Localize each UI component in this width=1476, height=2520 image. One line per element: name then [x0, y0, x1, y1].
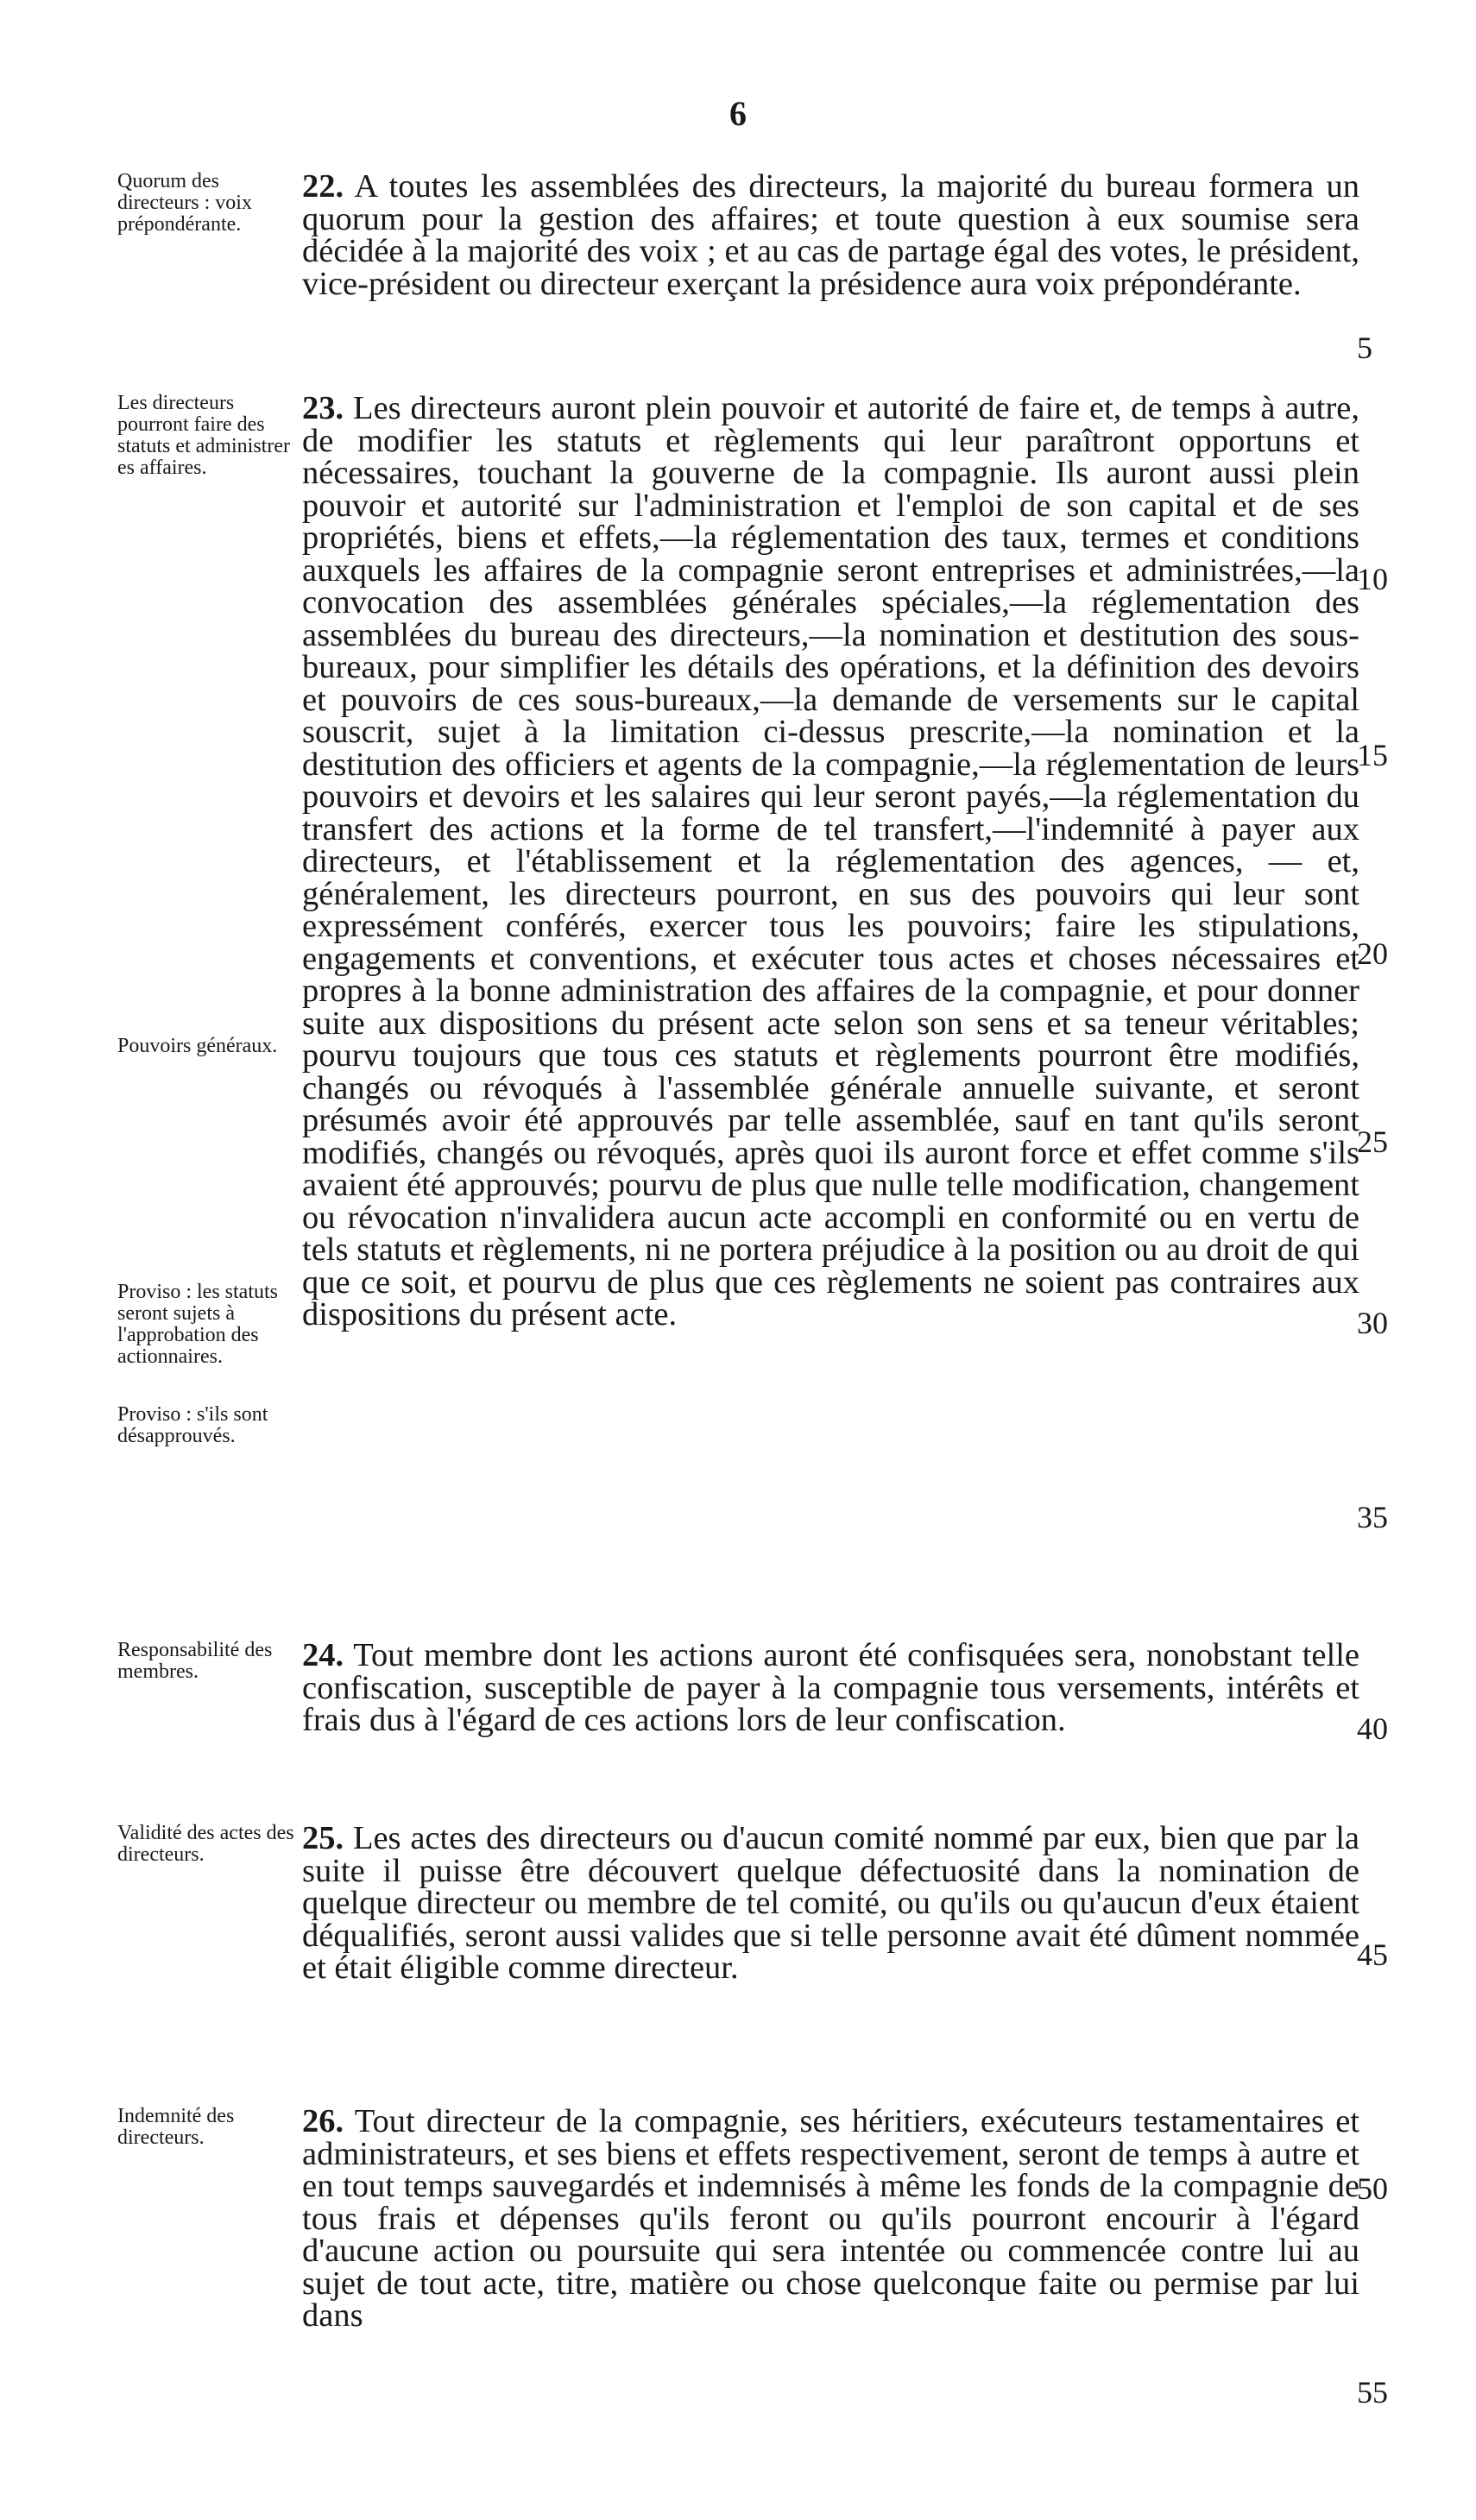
line-number: 45	[1357, 1937, 1388, 1972]
margin-note-text: Responsabilité des membres.	[117, 1639, 273, 1683]
margin-note	[117, 171, 299, 236]
line-number: 30	[1357, 1306, 1388, 1340]
margin-note	[117, 2106, 299, 2149]
margin-note-text: Quorum des directeurs : voix prépondérante.	[117, 170, 252, 236]
section-body: A toutes les assemblées des directeurs, la majorité du bureau formera un quorum pour la gestion des affaires; et toute question à eux soumise sera décidée à la majorité des voix ; et au cas de partage égal des votes, le président, vice-président ou directeur exerçant la présidence aura voix prépondérante.	[302, 168, 1359, 302]
page-number: 6	[729, 94, 747, 133]
margin-note-text: Les directeurs pourront faire des statuts et administrer es affaires.	[117, 392, 290, 479]
margin-note	[117, 1404, 299, 1447]
margin-note-text: Indemnité des directeurs.	[117, 2105, 235, 2149]
section-number: 23.	[302, 390, 344, 426]
line-number: 40	[1357, 1711, 1388, 1746]
margin-note-text: Proviso : s'ils sont désapprouvés.	[117, 1403, 268, 1447]
line-number: 5	[1357, 331, 1372, 365]
margin-note-text: Proviso : les statuts seront sujets à l'approbation des actionnaires.	[117, 1281, 279, 1368]
line-number: 50	[1357, 2171, 1388, 2206]
section-text	[302, 168, 1359, 302]
margin-note-text: Pouvoirs généraux.	[117, 1035, 278, 1057]
section-number: 22.	[302, 168, 344, 205]
section-text	[302, 2103, 1359, 2334]
section-text	[302, 1820, 1360, 1986]
section-body: Tout membre dont les actions auront été confisquées sera, nonobstant telle confiscation, susceptible de payer à la compagnie tous versements, intérêts et frais dus à l'égard de ces actions lors de leur confiscation.	[302, 1637, 1359, 1738]
section-text	[302, 1637, 1359, 1738]
line-number: 20	[1357, 936, 1388, 971]
section-body: Tout directeur de la compagnie, ses héritiers, exécuteurs testamentaires et administrateurs, et ses biens et effets respectivement, seront de temps à autre et en tout temps sauvegardés et indemnisés à même les fonds de la compagnie de tous frais et dépenses qu'ils feront ou qu'ils pourront encourir à l'égard d'aucune action ou poursuite qui sera intentée ou commencée contre lui au sujet de tout acte, titre, matière ou chose quelconque faite ou permise par lui dans	[302, 2103, 1359, 2334]
line-number: 25	[1357, 1125, 1388, 1159]
margin-note	[117, 1640, 299, 1683]
section-number: 25.	[302, 1820, 344, 1856]
line-number: 15	[1357, 738, 1388, 772]
margin-note	[117, 393, 299, 479]
line-number: 55	[1357, 2375, 1388, 2410]
margin-note	[117, 1823, 299, 1866]
margin-note	[117, 1036, 299, 1057]
margin-note	[117, 1282, 299, 1368]
section-text	[302, 390, 1359, 1332]
section-body: Les actes des directeurs ou d'aucun comité nommé par eux, bien que par la suite il puisse être découvert quelque défectuosité dans la nomination de quelque directeur ou membre de tel comité, ou qu'ils ou qu'aucun d'eux étaient déqualifiés, seront aussi valides que si telle personne avait été dûment nommée et était éligible comme directeur.	[302, 1820, 1360, 1986]
line-number: 10	[1357, 562, 1388, 596]
section-number: 26.	[302, 2103, 344, 2139]
section-body: Les directeurs auront plein pouvoir et autorité de faire et, de temps à autre, de modifier les statuts et règlements qui leur paraîtront opportuns et nécessaires, touchant la gouverne de la compagnie. Ils auront aussi plein pouvoir et autorité sur l'administration et l'emploi de son capital et de ses propriétés, biens et effets,—la réglementation des taux, termes et conditions auxquels les affaires de la compagnie seront entreprises et administrées,—la convocation des assemblées générales spéciales,—la réglementation des assemblées du bureau des directeurs,—la nomination et destitution des sous-bureaux, pour simplifier les détails des opérations, et la définition des devoirs et pouvoirs de ces sous-bureaux,—la demande de versements sur le capital souscrit, sujet à la limitation ci-dessus prescrite,—la nomination et la destitution des officiers et agents de la compagnie,—la réglementation de leurs pouvoirs et devoirs et les salaires qui leur seront payés,—la réglementation du transfert des actions et la forme de tel transfert,—l'indemnité à payer aux directeurs, et l'établissement et la réglementation des agences, — et, généralement, les directeurs pourront, en sus des pouvoirs qui leur sont expressément conférés, exercer tous les pouvoirs; faire les stipulations, engagements et conventions, et exécuter tous actes et choses nécessaires et propres à la bonne administration des affaires de la compagnie, et pour donner suite aux dispositions du présent acte selon son sens et sa teneur véritables; pourvu toujours que tous ces statuts et règlements pourront être modifiés, changés ou révoqués à l'assemblée générale annuelle suivante, et seront présumés avoir été approuvés par telle assemblée, sauf en tant qu'ils seront modifiés, changés ou révoqués, après quoi ils auront force et effet comme s'ils avaient été approuvés; pourvu de plus que nulle telle modification, changement ou révocation n'invalidera aucun acte accompli en conformité ou en vertu de tels statuts et règlements, ni ne portera préjudice à la position ou au droit de qui que ce soit, et pourvu de plus que ces règlements ne soient pas contraires aux dispositions du présent acte.	[302, 390, 1359, 1332]
section-number: 24.	[302, 1637, 344, 1673]
margin-note-text: Validité des actes des directeurs.	[117, 1822, 294, 1866]
line-number: 35	[1357, 1500, 1388, 1534]
